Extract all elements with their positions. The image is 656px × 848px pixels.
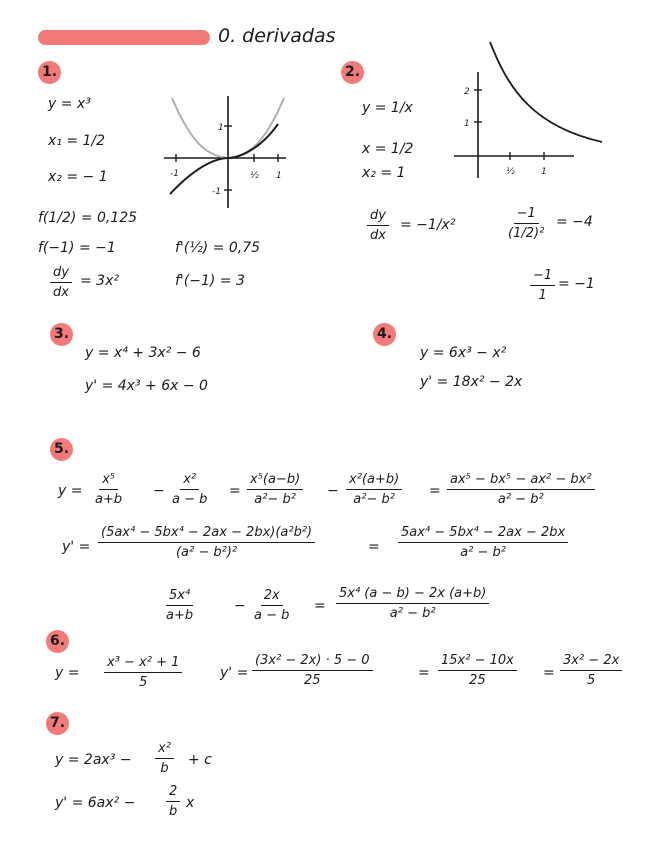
ex2-equation: y = 1/x xyxy=(362,100,413,116)
ex6-yprime-lhs: y' = xyxy=(220,665,249,681)
ex5-frac2-den: a − b xyxy=(172,492,208,507)
ex7-frac2 xyxy=(166,784,180,819)
ex6-frac1 xyxy=(104,655,182,690)
exercise-5-badge: 5. xyxy=(50,438,73,461)
ex2-x1: x = 1/2 xyxy=(362,141,414,157)
ex5-frac8-num: 5x⁴ xyxy=(166,588,193,606)
ex5-frac9 xyxy=(254,588,289,623)
ex5-minus1: − xyxy=(153,483,165,499)
ex5-eq4: = xyxy=(314,598,326,614)
ex2-dydx-num: dy xyxy=(367,208,389,226)
exercise-1-badge: 1. xyxy=(38,61,61,84)
ex5-minus3: − xyxy=(234,598,246,614)
ex2-calc1-rhs: = −4 xyxy=(556,214,593,230)
ex6-frac2 xyxy=(252,653,373,688)
ex1-dydx-num: dy xyxy=(50,265,72,283)
ex5-frac4 xyxy=(346,472,402,507)
ex1-f-neg1: f(−1) = −1 xyxy=(38,240,116,256)
ex6-frac1-den: 5 xyxy=(139,675,148,690)
ex5-frac1 xyxy=(95,472,122,507)
ex5-frac4-num: x²(a+b) xyxy=(346,472,402,490)
exercise-7-badge: 7. xyxy=(46,712,69,735)
ex7-frac2-num: 2 xyxy=(166,784,180,802)
ex2-dydx-rhs: = −1/x² xyxy=(400,217,456,233)
ex6-frac3 xyxy=(438,653,517,688)
ex6-frac3-den: 25 xyxy=(469,673,486,688)
ex4-yprime: y' = 18x² − 2x xyxy=(420,374,523,390)
ex6-frac2-num: (3x² − 2x) · 5 − 0 xyxy=(252,653,373,671)
ex5-frac2 xyxy=(172,472,207,507)
ex1-cubic-curve xyxy=(170,124,278,194)
ex5-frac6 xyxy=(98,525,315,560)
ex1-label-neg1: -1 xyxy=(170,169,179,179)
ex1-x2: x₂ = − 1 xyxy=(48,169,108,185)
ex5-yprime-lhs: y' = xyxy=(62,539,91,555)
ex1-fprime-half: f'(½) = 0,75 xyxy=(175,240,261,256)
ex5-frac5-den: a² − b² xyxy=(497,492,544,507)
ex1-label-y1: 1 xyxy=(218,123,224,133)
ex2-hyperbola-curve xyxy=(490,42,602,142)
ex7-frac1 xyxy=(155,741,174,776)
ex2-label-y1: 1 xyxy=(464,119,470,129)
ex7-frac1-num: x² xyxy=(155,741,174,759)
ex5-frac7-num: 5ax⁴ − 5bx⁴ − 2ax − 2bx xyxy=(398,525,568,543)
ex5-frac3-num: x⁵(a−b) xyxy=(247,472,303,490)
ex3-yprime: y' = 4x³ + 6x − 0 xyxy=(85,378,208,394)
ex2-calc1-den: (1/2)² xyxy=(508,226,545,241)
ex5-minus2: − xyxy=(327,483,339,499)
ex5-frac10-den: a² − b² xyxy=(389,606,436,621)
ex6-frac2-den: 25 xyxy=(304,673,321,688)
ex5-frac9-num: 2x xyxy=(261,588,283,606)
ex5-frac10-num: 5x⁴ (a − b) − 2x (a+b) xyxy=(336,586,489,604)
ex5-frac5-num: ax⁵ − bx⁵ − ax² − bx² xyxy=(447,472,595,490)
ex5-frac1-den: a+b xyxy=(95,492,123,507)
ex6-eq1: = xyxy=(418,665,430,681)
ex2-dydx-den: dx xyxy=(370,228,386,243)
ex5-eq2: = xyxy=(429,483,441,499)
ex5-frac8 xyxy=(166,588,193,623)
ex6-eq2: = xyxy=(543,665,555,681)
page-title: 0. derivadas xyxy=(218,25,336,47)
ex5-frac2-num: x² xyxy=(180,472,199,490)
ex7-frac2-den: b xyxy=(169,804,178,819)
ex6-frac1-num: x³ − x² + 1 xyxy=(104,655,182,673)
ex1-fprime-neg1: f'(−1) = 3 xyxy=(175,273,245,289)
ex2-x2: x₂ = 1 xyxy=(362,165,406,181)
ex2-calc2-den: 1 xyxy=(538,288,547,303)
ex5-y-lhs: y = xyxy=(58,483,83,499)
ex2-calc2-num: −1 xyxy=(530,268,555,286)
ex1-f-half: f(1/2) = 0,125 xyxy=(38,210,138,226)
ex1-dydx xyxy=(50,265,72,300)
ex2-dydx xyxy=(367,208,389,243)
ex7-yprime-part-a: y' = 6ax² − xyxy=(55,795,136,811)
ex1-cubic-graph xyxy=(160,90,290,210)
ex1-dydx-rhs: = 3x² xyxy=(80,273,119,289)
exercise-6-badge: 6. xyxy=(46,630,69,653)
ex7-y-part-a: y = 2ax³ − xyxy=(55,752,132,768)
ex5-frac6-den: (a² − b²)² xyxy=(175,545,238,560)
ex1-equation: y = x³ xyxy=(48,96,91,112)
ex2-label-half: ½ xyxy=(506,167,515,177)
ex7-yprime-part-b: x xyxy=(186,795,195,811)
ex1-label-yneg1: -1 xyxy=(212,187,221,197)
ex2-label-y2: 2 xyxy=(464,87,470,97)
ex2-label-1: 1 xyxy=(541,167,547,177)
ex6-frac4-num: 3x² − 2x xyxy=(560,653,622,671)
ex2-hyperbola-graph xyxy=(452,38,612,188)
ex5-eq3: = xyxy=(368,539,380,555)
ex2-calc1-num: −1 xyxy=(514,206,539,224)
ex5-frac7-den: a² − b² xyxy=(460,545,506,560)
ex7-y-part-b: + c xyxy=(188,752,212,768)
ex1-label-1: 1 xyxy=(276,171,282,181)
ex6-frac3-num: 15x² − 10x xyxy=(438,653,517,671)
ex1-label-half: ½ xyxy=(250,171,259,181)
ex5-frac3-den: a²− b² xyxy=(254,492,296,507)
ex2-calc1 xyxy=(508,206,544,241)
ex2-calc2 xyxy=(530,268,555,303)
ex5-frac9-den: a − b xyxy=(254,608,290,623)
ex5-frac4-den: a²− b² xyxy=(353,492,395,507)
ex6-y-lhs: y = xyxy=(55,665,80,681)
ex6-frac4 xyxy=(560,653,622,688)
ex3-y: y = x⁴ + 3x² − 6 xyxy=(85,345,201,361)
ex5-frac5 xyxy=(447,472,595,507)
ex1-dydx-den: dx xyxy=(53,285,69,300)
ex4-y: y = 6x³ − x² xyxy=(420,345,507,361)
header-highlight-bar xyxy=(38,30,210,45)
ex1-x1: x₁ = 1/2 xyxy=(48,133,106,149)
ex2-calc2-rhs: = −1 xyxy=(558,276,595,292)
exercise-4-badge: 4. xyxy=(373,323,396,346)
ex7-frac1-den: b xyxy=(160,761,169,776)
exercise-2-badge: 2. xyxy=(341,61,364,84)
ex5-frac10 xyxy=(336,586,489,621)
ex5-frac1-num: x⁵ xyxy=(99,472,118,490)
ex5-frac7 xyxy=(398,525,568,560)
ex5-eq1: = xyxy=(229,483,241,499)
ex5-frac6-num: (5ax⁴ − 5bx⁴ − 2ax − 2bx)(a²b²) xyxy=(98,525,315,543)
ex5-frac8-den: a+b xyxy=(166,608,194,623)
ex6-frac4-den: 5 xyxy=(587,673,596,688)
ex5-frac3 xyxy=(247,472,303,507)
exercise-3-badge: 3. xyxy=(50,323,73,346)
